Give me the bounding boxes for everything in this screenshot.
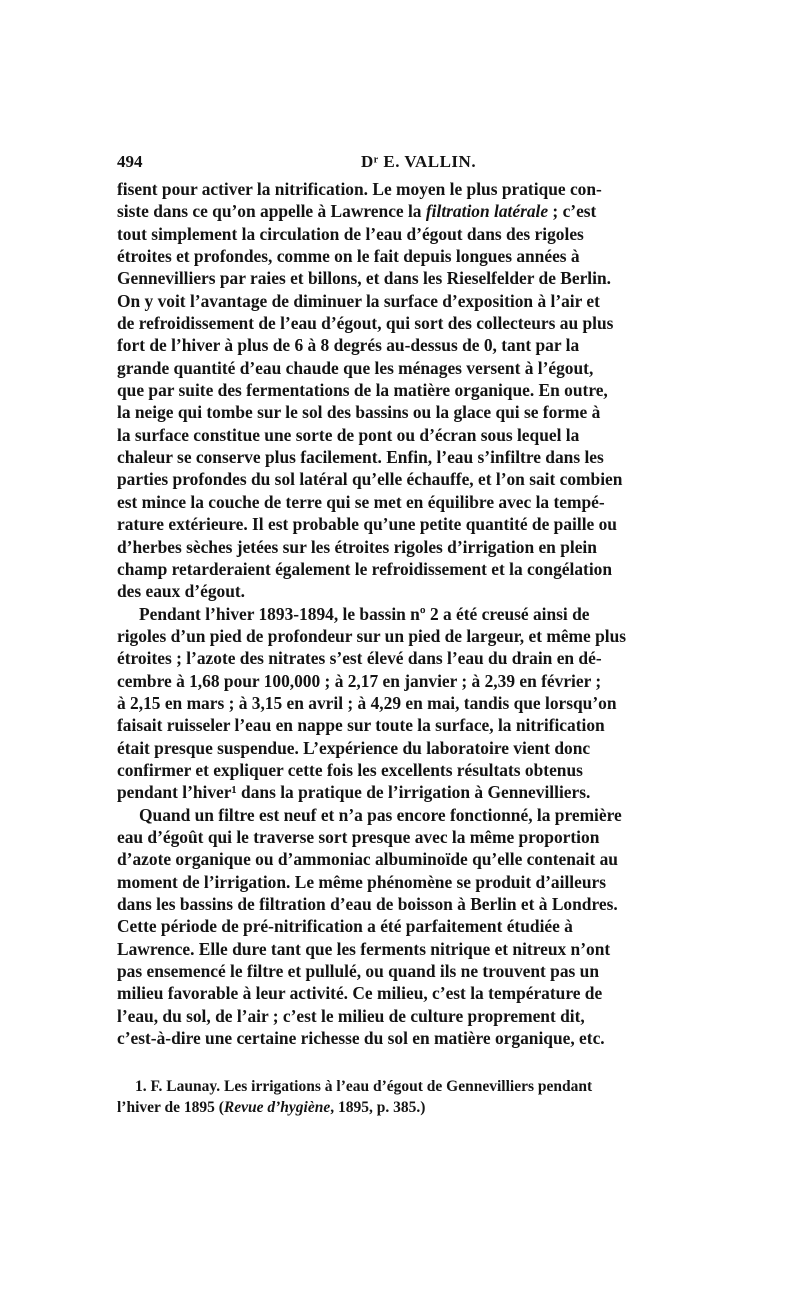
book-page — [117, 152, 671, 1118]
text-line: à 2,15 en mars ; à 3,15 en avril ; à 4,29 en mai, tandis que lorsqu’on — [117, 692, 617, 713]
text-line: Gennevilliers par raies et billons, et dans les Rieselfelder de Berlin. — [117, 268, 611, 289]
text-segment: , 1895, p. 385.) — [330, 1099, 426, 1117]
text-line: On y voit l’avantage de diminuer la surface d’exposition à l’air et — [117, 290, 600, 311]
text-line: pendant l’hiver¹ dans la pratique de l’irrigation à Gennevilliers. — [117, 782, 591, 803]
text-line: d’azote organique ou d’ammoniac albuminoïde qu’elle contenait au — [117, 849, 618, 870]
text-line: milieu favorable à leur activité. Ce milieu, c’est la température de — [117, 983, 603, 1004]
text-line: dans les bassins de filtration d’eau de boisson à Berlin et à Londres. — [117, 894, 618, 914]
footnote — [117, 1076, 671, 1118]
text-line: était presque suspendue. L’expérience du laboratoire vient donc — [117, 737, 591, 758]
text-line: tout simplement la circulation de l’eau d’égout dans des rigoles — [117, 223, 584, 244]
text-line: Quand un filtre est neuf et n’a pas encore fonctionné, la première — [139, 804, 622, 825]
footnote-source-title: Revue d’hygiène — [223, 1099, 331, 1117]
text-line: pas ensemencé le filtre et pullulé, ou quand ils ne trouvent pas un — [117, 961, 599, 982]
text-line: fisent pour activer la nitrification. Le moyen le plus pratique con- — [117, 179, 602, 199]
text-line: que par suite des fermentations de la matière organique. En outre, — [117, 380, 608, 401]
text-line: l’eau, du sol, de l’air ; c’est le milieu de culture proprement dit, — [117, 1005, 585, 1026]
text-line: parties profondes du sol latéral qu’elle échauffe, et l’on sait combien — [117, 469, 623, 490]
text-line: eau d’égoût qui le traverse sort presque avec la même proportion — [117, 826, 600, 847]
text-line: est mince la couche de terre qui se met en équilibre avec la tempé- — [117, 491, 605, 512]
text-line: cembre à 1,68 pour 100,000 ; à 2,17 en janvier ; à 2,39 en février ; — [117, 670, 602, 691]
page-number: 494 — [117, 152, 143, 171]
text-line: Lawrence. Elle dure tant que les ferments nitrique et nitreux n’ont — [117, 938, 611, 959]
text-segment: siste dans ce qu’on appelle à Lawrence la — [117, 201, 426, 222]
paragraph-1 — [117, 178, 671, 603]
paragraph-2 — [117, 603, 671, 804]
text-line: d’herbes sèches jetées sur les étroites rigoles d’irrigation en plein — [117, 536, 597, 557]
italic-term: filtration latérale — [425, 201, 549, 222]
text-line: Cette période de pré-nitrification a été parfaitement étudiée à — [117, 916, 573, 937]
running-head — [117, 152, 671, 178]
text-line: de refroidissement de l’eau d’égout, qui sort des collecteurs au plus — [117, 313, 614, 334]
text-line: confirmer et expliquer cette fois les excellents résultats obtenus — [117, 759, 583, 780]
text-line: étroites ; l’azote des nitrates s’est élevé dans l’eau du drain en dé- — [117, 648, 602, 669]
text-line: grande quantité d’eau chaude que les ménages versent à l’égout, — [117, 357, 594, 378]
text-line: Pendant l’hiver 1893-1894, le bassin nº 2 a été creusé ainsi de — [139, 603, 590, 624]
text-line: la surface constitue une sorte de pont ou d’écran sous lequel la — [117, 424, 580, 445]
text-line: faisait ruisseler l’eau en nappe sur toute la surface, la nitrification — [117, 715, 605, 736]
footnote-line — [117, 1097, 671, 1118]
paragraph-3 — [117, 804, 671, 1050]
text-line: champ retarderaient également le refroidissement et la congélation — [117, 558, 613, 579]
footnote-line: 1. F. Launay. Les irrigations à l’eau d’égout de Gennevilliers pendant — [135, 1078, 593, 1096]
text-line: moment de l’irrigation. Le même phénomène se produit d’ailleurs — [117, 871, 606, 892]
text-line: c’est-à-dire une certaine richesse du sol en matière organique, etc. — [117, 1028, 605, 1049]
text-segment: ; c’est — [548, 201, 597, 222]
text-line: chaleur se conserve plus facilement. Enfin, l’eau s’infiltre dans les — [117, 447, 604, 468]
text-segment: l’hiver de 1895 ( — [117, 1099, 224, 1117]
text-line: la neige qui tombe sur le sol des bassins ou la glace qui se forme à — [117, 402, 601, 423]
text-line: des eaux d’égout. — [117, 581, 246, 602]
text-line: rigoles d’un pied de profondeur sur un pied de largeur, et même plus — [117, 625, 627, 646]
text-line: étroites et profondes, comme on le fait depuis longues années à — [117, 246, 580, 267]
text-line: rature extérieure. Il est probable qu’une petite quantité de paille ou — [117, 514, 617, 535]
text-line: fort de l’hiver à plus de 6 à 8 degrés au-dessus de 0, tant par la — [117, 335, 580, 356]
text-line — [117, 200, 671, 222]
running-head-author: Dʳ E. VALLIN. — [361, 152, 477, 171]
